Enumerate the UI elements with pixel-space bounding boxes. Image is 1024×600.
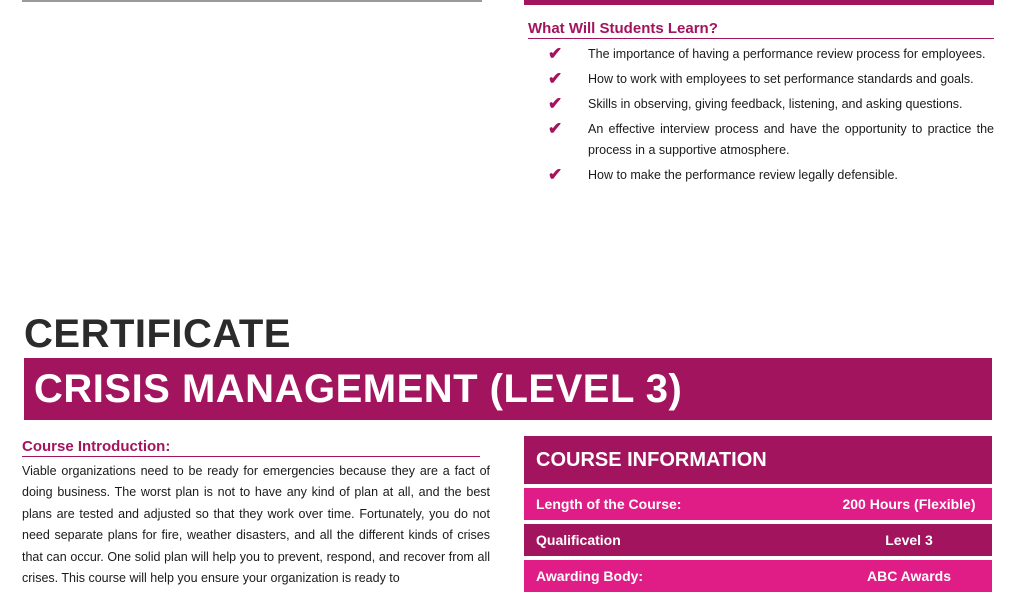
course-info-heading: COURSE INFORMATION	[524, 436, 992, 484]
info-label: Qualification	[536, 532, 621, 548]
info-row-length	[524, 488, 992, 520]
info-label: Awarding Body:	[536, 568, 644, 584]
top-divider	[22, 0, 482, 2]
check-icon: ✔	[548, 119, 563, 138]
course-info-panel	[524, 436, 992, 592]
info-label: Length of the Course:	[536, 496, 682, 512]
info-value: Level 3	[885, 532, 933, 548]
list-item-text: An effective interview process and have the opportunity to practice the process in a supportive atmosphere.	[588, 122, 994, 157]
check-icon: ✔	[548, 69, 563, 88]
course-title-banner	[24, 358, 992, 420]
list-item	[548, 119, 994, 161]
info-value: 200 Hours (Flexible)	[842, 496, 976, 512]
intro-heading: Course Introduction:	[22, 438, 480, 457]
info-row-awarding-body	[524, 560, 992, 592]
list-item	[548, 94, 994, 115]
list-item-text: Skills in observing, giving feedback, listening, and asking questions.	[588, 97, 963, 111]
check-icon: ✔	[548, 94, 563, 113]
certificate-label: CERTIFICATE	[24, 312, 291, 356]
check-icon: ✔	[548, 165, 563, 184]
info-value: ABC Awards	[866, 568, 952, 584]
learn-list	[548, 44, 994, 190]
info-row-qualification	[524, 524, 992, 556]
list-item-text: How to make the performance review legally defensible.	[588, 168, 898, 182]
course-title: CRISIS MANAGEMENT (LEVEL 3)	[34, 366, 683, 411]
list-item-text: How to work with employees to set performance standards and goals.	[588, 72, 974, 86]
check-icon: ✔	[548, 44, 563, 63]
list-item	[548, 69, 994, 90]
top-accent-bar	[524, 0, 994, 5]
list-item	[548, 165, 994, 186]
list-item	[548, 44, 994, 65]
learn-heading: What Will Students Learn?	[528, 20, 994, 39]
intro-body: Viable organizations need to be ready for emergencies because they are a fact of doing business. The worst plan is not to have any kind of plan at all, and the best plans are tested and adjusted so that they work over time. Fortunately, you do not need separate plans for fire, weather disasters, and all the different kinds of crises that can occur. One solid plan will help you to prevent, respond, and recover from all crises. This course will help you ensure your organization is ready to	[22, 464, 490, 586]
list-item-text: The importance of having a performance review process for employees.	[588, 47, 986, 61]
